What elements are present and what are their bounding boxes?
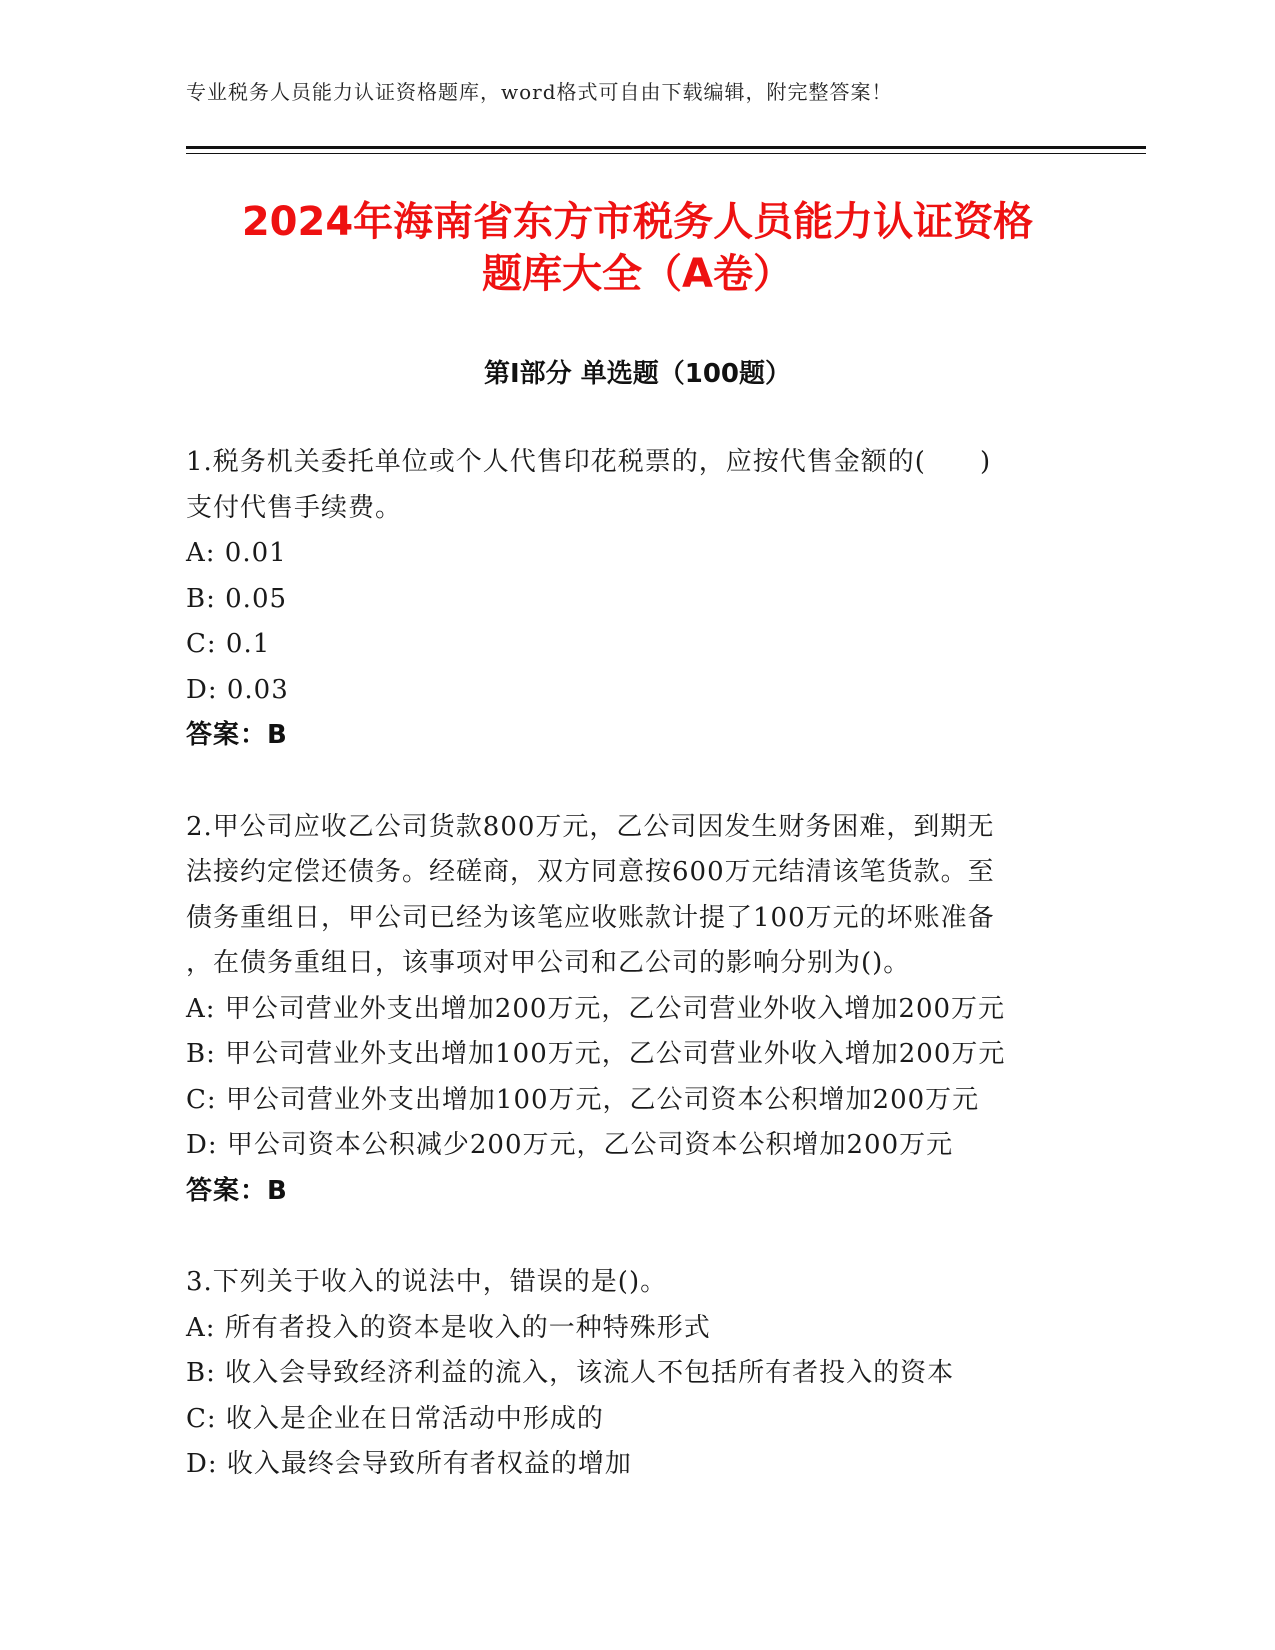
question-1	[186, 440, 1086, 759]
option-c: C: 收入是企业在日常活动中形成的	[186, 1403, 604, 1434]
answer: 答案：B	[186, 1175, 288, 1206]
document-title	[160, 196, 1115, 300]
option-d: D: 0.03	[186, 674, 289, 705]
question-list	[186, 440, 1086, 1534]
option-b: B: 甲公司营业外支出增加100万元，乙公司营业外收入增加200万元	[186, 1039, 1006, 1069]
question-text-line: 支付代售手续费。	[186, 492, 403, 523]
option-d: D: 甲公司资本公积减少200万元，乙公司资本公积增加200万元	[186, 1130, 954, 1160]
option-c: C: 甲公司营业外支出增加100万元，乙公司资本公积增加200万元	[186, 1084, 980, 1115]
question-text-line: 2.甲公司应收乙公司货款800万元，乙公司因发生财务困难，到期无	[186, 811, 995, 842]
question-text-line: 1.税务机关委托单位或个人代售印花税票的，应按代售金额的( )	[186, 447, 992, 477]
question-text-line: ，在债务重组日，该事项对甲公司和乙公司的影响分别为()。	[186, 948, 911, 978]
question-text-line: 法接约定偿还债务。经磋商，双方同意按600万元结清该笔货款。至	[186, 857, 995, 887]
option-b: B: 收入会导致经济利益的流入，该流人不包括所有者投入的资本	[186, 1358, 955, 1388]
title-line-2: 题库大全（A卷）	[482, 251, 793, 297]
title-line-1: 2024年海南省东方市税务人员能力认证资格	[241, 199, 1034, 245]
option-a: A: 所有者投入的资本是收入的一种特殊形式	[186, 1312, 711, 1343]
section-title: 第Ⅰ部分 单选题（100题）	[484, 359, 791, 389]
question-3	[186, 1260, 1086, 1488]
question-text-line: 3.下列关于收入的说法中，错误的是()。	[186, 1267, 668, 1297]
answer: 答案：B	[186, 720, 288, 750]
header-note: 专业税务人员能力认证资格题库，word格式可自由下载编辑，附完整答案！	[186, 80, 893, 104]
option-c: C: 0.1	[186, 629, 271, 659]
question-2	[186, 805, 1086, 1215]
option-b: B: 0.05	[186, 583, 288, 614]
option-d: D: 收入最终会导致所有者权益的增加	[186, 1449, 632, 1479]
header-rule-thick	[186, 146, 1146, 149]
option-a: A: 0.01	[186, 538, 287, 568]
option-a: A: 甲公司营业外支出增加200万元，乙公司营业外收入增加200万元	[186, 993, 1006, 1024]
header-rule-thin	[186, 153, 1146, 154]
question-text-line: 债务重组日，甲公司已经为该笔应收账款计提了100万元的坏账准备	[186, 902, 995, 933]
